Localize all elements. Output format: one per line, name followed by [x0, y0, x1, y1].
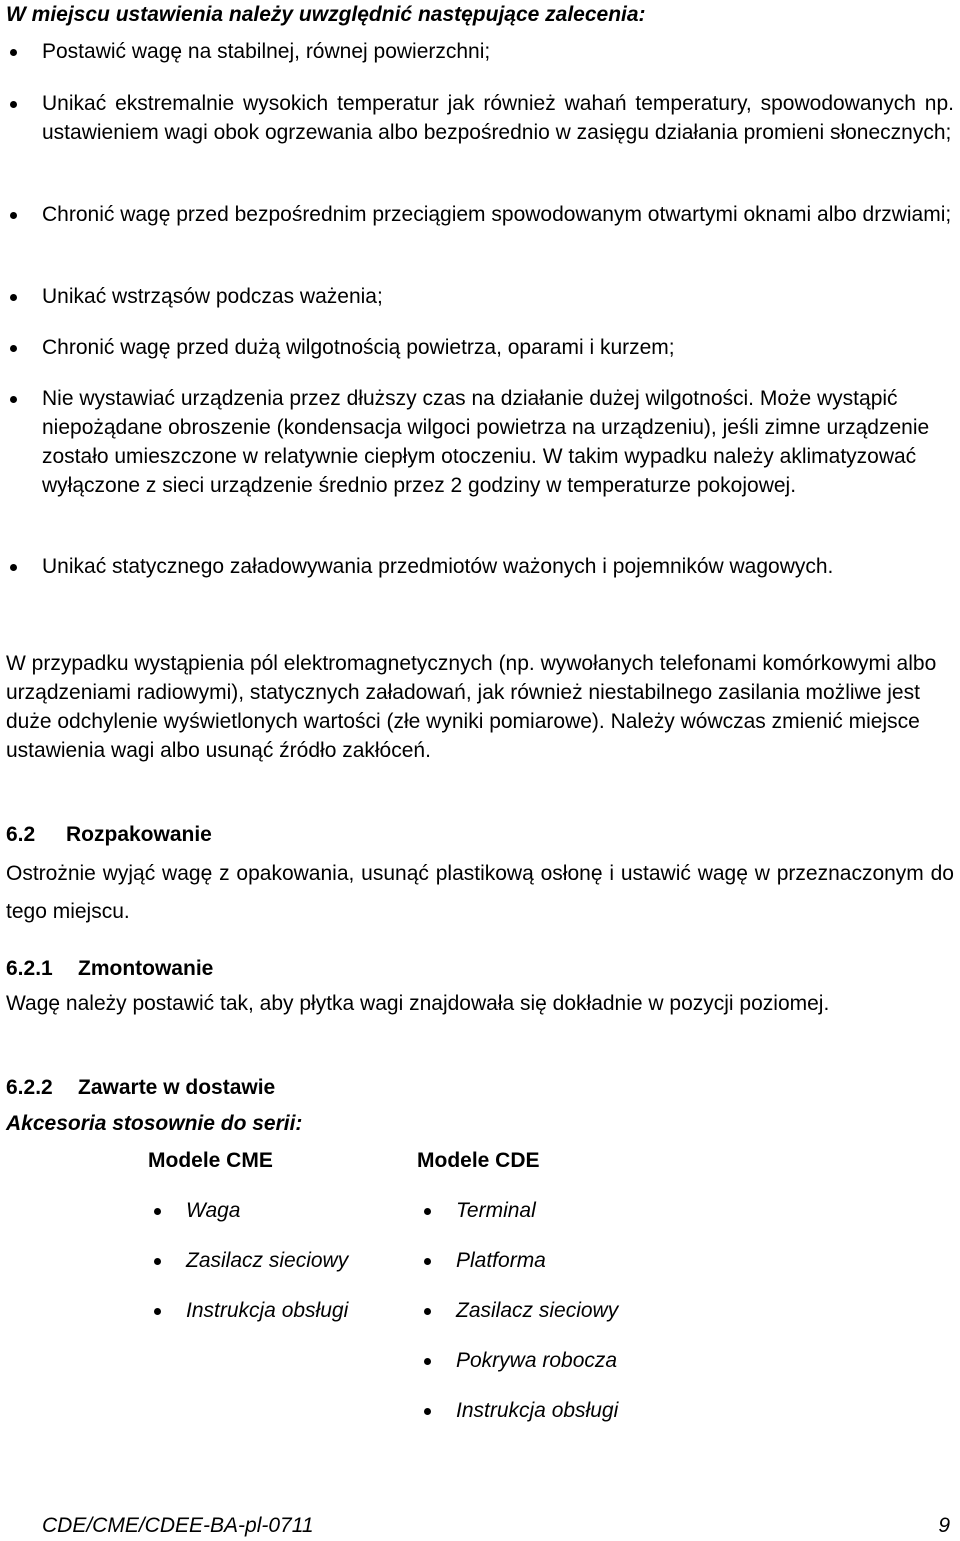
section-title: Zmontowanie: [78, 957, 214, 980]
cde-item: Platforma: [456, 1246, 546, 1275]
cme-item: Zasilacz sieciowy: [186, 1246, 348, 1275]
list-item: Postawić wagę na stabilnej, równej powierzchni;: [42, 37, 954, 66]
cde-column-title: Modele CDE: [417, 1149, 540, 1172]
section-6-2-text: Ostrożnie wyjąć wagę z opakowania, usunąć plastikową osłonę i ustawić wagę w przeznaczonym do tego miejscu.: [6, 862, 954, 923]
cme-item: Waga: [186, 1196, 240, 1225]
list-item: Chronić wagę przed bezpośrednim przeciągiem spowodowanym otwartymi oknami albo drzwiami;: [42, 200, 954, 229]
section-heading-6-2-2: [6, 1073, 954, 1102]
intro-heading: W miejscu ustawienia należy uwzględnić następujące zalecenia:: [6, 3, 646, 26]
cde-item: Pokrywa robocza: [456, 1346, 617, 1375]
section-heading-6-2: [6, 820, 954, 849]
list-item: Nie wystawiać urządzenia przez dłuższy czas na działanie dużej wilgotności. Może wystąpić niepożądane obroszenie (kondensacja wilgoci powietrza na urządzeniu), jeśli zimne urządzenie zostało umieszczone w relatywnie ciepłym otoczeniu. W takim wypadku należy aklimatyzować wyłączone z sieci urządzenie średnio przez 2 godziny w temperaturze pokojowej.: [42, 384, 954, 500]
section-title: Rozpakowanie: [66, 823, 212, 846]
cde-item: Terminal: [456, 1196, 536, 1225]
cme-item: Instrukcja obsługi: [186, 1296, 348, 1325]
cde-item: Instrukcja obsługi: [456, 1396, 618, 1425]
section-number: 6.2: [6, 823, 36, 846]
list-item: Unikać statycznego załadowywania przedmiotów ważonych i pojemników wagowych.: [42, 552, 954, 581]
page-number: 9: [938, 1514, 950, 1537]
section-number: 6.2.2: [6, 1076, 53, 1099]
list-item: Unikać ekstremalnie wysokich temperatur jak również wahań temperatury, spowodowanych np. ustawieniem wagi obok ogrzewania albo bezpośrednio w zasięgu działania promieni słonecznych;: [42, 89, 954, 147]
doc-code: CDE/CME/CDEE-BA-pl-0711: [42, 1514, 314, 1537]
list-item: Unikać wstrząsów podczas ważenia;: [42, 282, 954, 311]
em-paragraph: W przypadku wystąpienia pól elektromagnetycznych (np. wywołanych telefonami komórkowymi albo urządzeniami radiowymi), statycznych załadowań, jak również niestabilnego zasilania możliwe jest duże odchylenie wyświetlonych wartości (złe wyniki pomiarowe). Należy wówczas zmienić miejsce ustawienia wagi albo usunąć źródło zakłóceń.: [6, 652, 937, 762]
cde-item: Zasilacz sieciowy: [456, 1296, 618, 1325]
section-title: Zawarte w dostawie: [78, 1076, 276, 1099]
list-item: Chronić wagę przed dużą wilgotnością powietrza, oparami i kurzem;: [42, 333, 954, 362]
cme-column-title: Modele CME: [148, 1149, 273, 1172]
page-footer: [42, 1512, 950, 1540]
section-6-2-1-text: Wagę należy postawić tak, aby płytka wagi znajdowała się dokładnie w pozycji poziomej.: [6, 992, 830, 1015]
section-heading-6-2-1: [6, 954, 954, 983]
section-number: 6.2.1: [6, 957, 53, 980]
accessories-heading: Akcesoria stosownie do serii:: [6, 1112, 303, 1135]
